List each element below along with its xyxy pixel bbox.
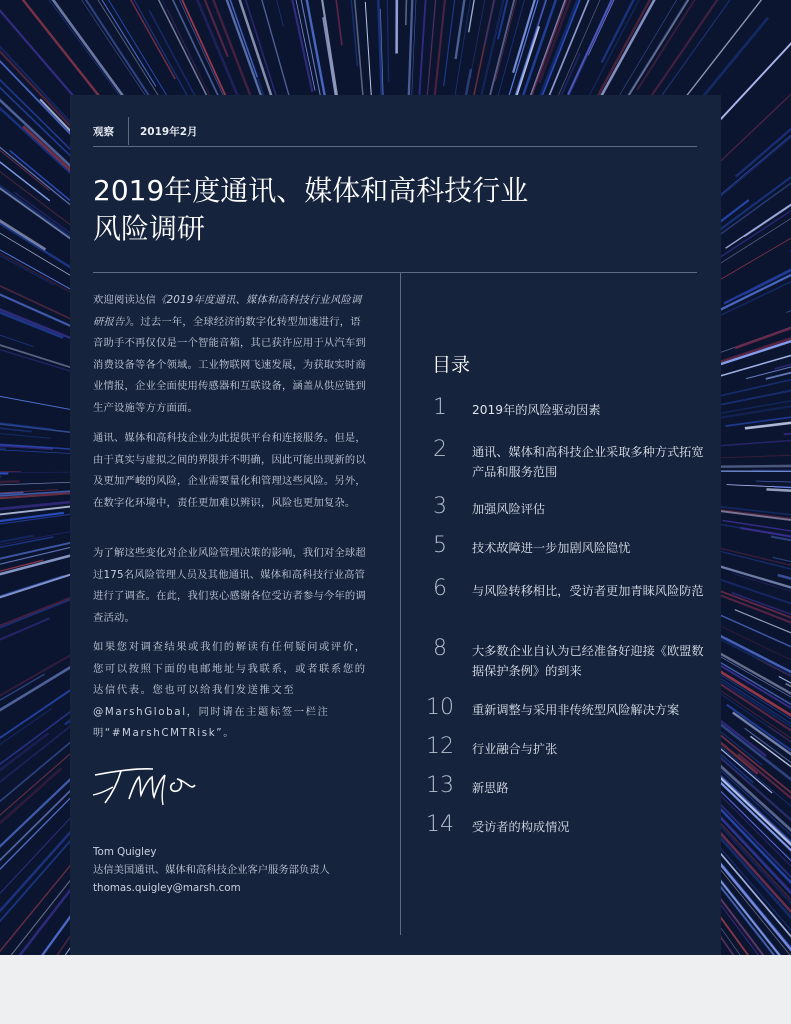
toc-entry-label: 通讯、媒体和高科技企业采取多种方式拓宽产品和服务范围	[472, 445, 704, 479]
intro-paragraph-1	[93, 290, 369, 419]
light-streak	[736, 0, 791, 177]
light-streak	[735, 233, 791, 348]
author-email[interactable]: thomas.quigley@marsh.com	[93, 882, 241, 894]
light-streak	[0, 369, 32, 431]
toc-entry-label: 重新调整与采用非传统型风险解决方案	[472, 703, 680, 717]
page-title	[93, 172, 653, 248]
light-streak	[0, 674, 45, 838]
light-streak	[0, 0, 156, 86]
toc-page-number: 2	[433, 437, 447, 462]
light-streak	[0, 406, 53, 430]
publish-date: 2019年2月	[140, 126, 198, 138]
toc-heading: 目录	[432, 354, 471, 376]
toc-page-number: 13	[426, 773, 454, 798]
light-streak	[0, 417, 53, 449]
toc-page-number: 10	[426, 695, 454, 720]
toc-page-number: 5	[433, 533, 447, 558]
intro-text: 。过去一年，全球经济的数字化转型加速进行，语音助手不再仅仅是一个智能音箱，其已获许应用于从汽车到消费设备等各个领域。工业物联网飞速发展，为获取实时商业情报，企业全面使用传感器和互联设备，涵盖从供应链到生产设施等方方面面。	[93, 315, 366, 414]
toc-page-number: 14	[426, 812, 454, 837]
toc-page-number: 8	[433, 636, 447, 661]
toc-page-number: 3	[433, 494, 447, 519]
toc-page-number: 6	[433, 576, 447, 601]
intro-paragraph-2: 通讯、媒体和高科技企业为此提供平台和连接服务。但是，由于真实与虚拟之间的界限并不明确，因此可能出现新的以及更加严峻的风险，企业需要量化和管理这些风险。另外，在数字化环境中，责任更加难以辨识，风险也更加复杂。	[93, 432, 366, 509]
report-title-italic: 《2019年度通讯、媒体和高科技行业风险调研报告》	[93, 294, 362, 328]
toc-entry-label: 与风险转移相比，受访者更加青睐风险防范	[472, 584, 704, 598]
author-role: 达信美国通讯、媒体和高科技企业客户服务部负责人	[93, 864, 330, 876]
category-label: 观察	[93, 126, 114, 138]
header-rule	[93, 146, 697, 147]
light-streak	[0, 536, 34, 618]
light-streak	[756, 481, 791, 489]
light-streak	[0, 768, 61, 883]
toc-entry-label: 行业融合与扩张	[472, 742, 558, 756]
light-streak	[0, 398, 50, 439]
intro-paragraph-4: 如果您对调查结果或我们的解读有任何疑问或评价，您可以按照下面的电邮地址与我联系，或者联系您的达信代表。您也可以给我们发送推文至@MarshGlobal，同时请在主题标签一栏注明“#MarshCMTRisk”。	[93, 641, 367, 739]
light-streak	[718, 471, 791, 473]
header-divider	[128, 117, 129, 145]
light-streak	[397, 0, 399, 54]
column-divider	[400, 272, 401, 935]
toc-page-number: 12	[426, 734, 454, 759]
intro-text: 欢迎阅读达信	[93, 294, 156, 306]
title-rule	[93, 272, 697, 273]
light-streak	[774, 278, 791, 369]
light-streak	[0, 477, 1, 481]
toc-entry-label: 受访者的构成情况	[472, 820, 570, 834]
toc-entry-label: 大多数企业自认为已经准备好迎接《欧盟数据保护条例》的到来	[472, 644, 704, 678]
toc-entry-label: 加强风险评估	[472, 502, 546, 516]
toc-page-number: 1	[433, 395, 447, 420]
toc-entry-label: 技术故障进一步加剧风险隐忧	[472, 541, 631, 555]
toc-entry-label: 新思路	[472, 781, 509, 795]
title-line-1: 2019年度通讯、媒体和高科技行业	[93, 174, 529, 207]
title-line-2: 风险调研	[93, 212, 206, 245]
toc-entry-label: 2019年的风险驱动因素	[472, 403, 601, 417]
light-streak	[0, 704, 80, 955]
author-name: Tom Quigley	[93, 846, 157, 858]
signature-image	[91, 765, 201, 810]
light-streak	[741, 528, 791, 572]
light-streak	[0, 473, 8, 474]
intro-paragraph-3: 为了解这些变化对企业风险管理决策的影响，我们对全球超过175名风险管理人员及其他通讯、媒体和高科技行业高管进行了调查。在此，我们衷心感谢各位受访者参与今年的调查活动。	[93, 547, 366, 624]
light-streak	[382, 0, 389, 82]
light-streak	[568, 0, 703, 95]
light-streak	[767, 489, 791, 505]
